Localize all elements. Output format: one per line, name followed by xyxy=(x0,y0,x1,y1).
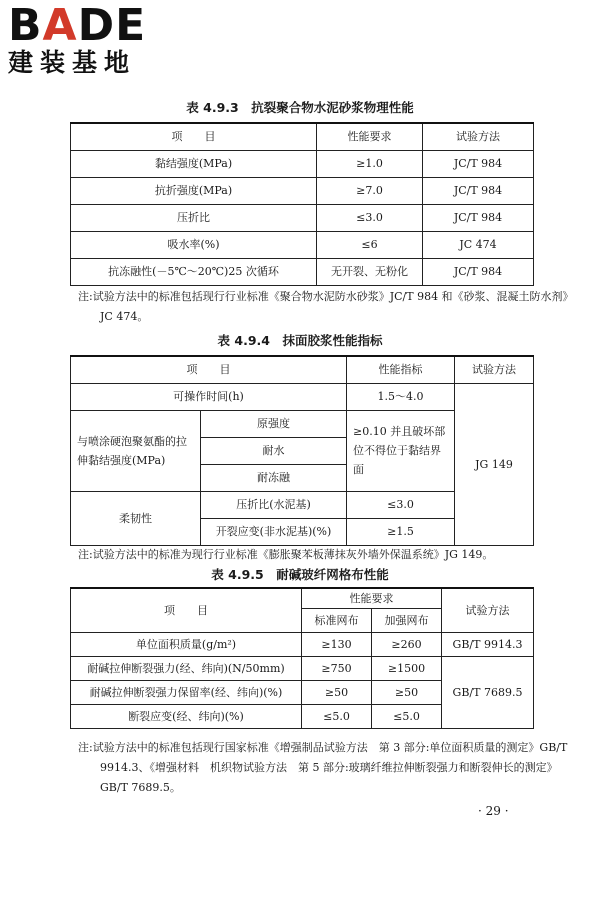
table3-cell: ≥1500 xyxy=(372,656,442,680)
table-row xyxy=(71,177,534,204)
table1-cell: 无开裂、无粉化 xyxy=(317,258,423,285)
table1-cell: 黏结强度(MPa) xyxy=(71,150,317,177)
table3 xyxy=(70,587,534,729)
table3-method-1: GB/T 9914.3 xyxy=(442,632,534,656)
table1-cell: 抗折强度(MPa) xyxy=(71,177,317,204)
logo-subtitle: 建装基地 xyxy=(8,48,137,77)
logo xyxy=(8,0,188,78)
table2-operable-time-label: 可操作时间(h) xyxy=(71,383,347,410)
table1-cell: JC 474 xyxy=(423,231,534,258)
table3-caption: 表 4.9.5 耐碱玻纤网格布性能 xyxy=(211,567,389,582)
table1-cell: JC/T 984 xyxy=(423,204,534,231)
table1-header-method: 试验方法 xyxy=(423,123,534,150)
table1-cell: JC/T 984 xyxy=(423,177,534,204)
table2-flex-value: ≥1.5 xyxy=(347,518,455,545)
table1-cell: ≤3.0 xyxy=(317,204,423,231)
table3-cell: 单位面积质量(g/m²) xyxy=(71,632,302,656)
table2-header-row xyxy=(71,356,534,383)
table1-header-req: 性能要求 xyxy=(317,123,423,150)
table-row xyxy=(71,383,534,410)
table1-cell: 吸水率(%) xyxy=(71,231,317,258)
table3-method-2: GB/T 7689.5 xyxy=(442,656,534,728)
table1-cell: ≤6 xyxy=(317,231,423,258)
table3-cell: ≥750 xyxy=(302,656,372,680)
table1-cell: JC/T 984 xyxy=(423,150,534,177)
table-row xyxy=(71,231,534,258)
table3-cell: 耐碱拉伸断裂强力(经、纬向)(N/50mm) xyxy=(71,656,302,680)
table3-note: 注:试验方法中的标准包括现行国家标准《增强制品试验方法 第 3 部分:单位面积质量的测定》GB/T 9914.3、《增强材料 机织物试验方法 第 5 部分:玻璃纤维拉伸断裂强力和断裂伸长的测定》GB/T 7689.5。 xyxy=(78,741,568,794)
logo-wordmark: BADE xyxy=(8,0,147,51)
table2-header-item: 项 目 xyxy=(71,356,347,383)
table2-header-req: 性能指标 xyxy=(347,356,455,383)
table2-flex-group: 柔韧性 xyxy=(71,491,201,545)
table2-tensile-group: 与喷涂硬泡聚氨酯的拉伸黏结强度(MPa) xyxy=(71,410,201,491)
table1-note: 注:试验方法中的标准包括现行行业标准《聚合物水泥防水砂浆》JC/T 984 和《砂浆、混凝土防水剂》JC 474。 xyxy=(78,290,569,323)
table2-caption: 表 4.9.4 抹面胶浆性能指标 xyxy=(217,333,383,348)
table1-cell: 压折比 xyxy=(71,204,317,231)
table2-tensile-item: 原强度 xyxy=(201,410,347,437)
table3-header-method: 试验方法 xyxy=(442,588,534,632)
table1-caption: 表 4.9.3 抗裂聚合物水泥砂浆物理性能 xyxy=(186,100,414,115)
table2-tensile-item: 耐水 xyxy=(201,437,347,464)
table2-flex-value: ≤3.0 xyxy=(347,491,455,518)
table3-cell: ≥50 xyxy=(302,680,372,704)
table3-cell: ≥130 xyxy=(302,632,372,656)
table1-header-item: 项 目 xyxy=(71,123,317,150)
table-row xyxy=(71,258,534,285)
table1-cell: ≥7.0 xyxy=(317,177,423,204)
table2-note: 注:试验方法中的标准为现行行业标准《膨胀聚苯板薄抹灰外墙外保温系统》JG 149。 xyxy=(78,548,494,561)
table1 xyxy=(70,122,534,286)
page-number: · 29 · xyxy=(478,804,509,818)
table3-header-standard: 标准网布 xyxy=(302,608,372,632)
table3-header-row xyxy=(71,588,534,608)
table-row xyxy=(71,204,534,231)
table-row xyxy=(71,656,534,680)
table3-cell: ≥50 xyxy=(372,680,442,704)
table2-tensile-value: ≥0.10 并且破坏部位不得位于黏结界面 xyxy=(347,410,455,491)
table1-cell: JC/T 984 xyxy=(423,258,534,285)
table2-flex-item: 压折比(水泥基) xyxy=(201,491,347,518)
table3-header-reinforced: 加强网布 xyxy=(372,608,442,632)
table2-tensile-item: 耐冻融 xyxy=(201,464,347,491)
table-row xyxy=(71,632,534,656)
table3-cell: 耐碱拉伸断裂强力保留率(经、纬向)(%) xyxy=(71,680,302,704)
table2-flex-item: 开裂应变(非水泥基)(%) xyxy=(201,518,347,545)
table2-operable-time-value: 1.5～4.0 xyxy=(347,383,455,410)
table1-cell: ≥1.0 xyxy=(317,150,423,177)
table2-method: JG 149 xyxy=(455,383,534,545)
table3-cell: ≤5.0 xyxy=(372,704,442,728)
table3-header-item: 项 目 xyxy=(71,588,302,632)
table-row xyxy=(71,150,534,177)
table2 xyxy=(70,355,534,546)
table2-header-method: 试验方法 xyxy=(455,356,534,383)
table1-header-row xyxy=(71,123,534,150)
table3-header-req: 性能要求 xyxy=(302,588,442,608)
table3-cell: ≥260 xyxy=(372,632,442,656)
table3-cell: 断裂应变(经、纬向)(%) xyxy=(71,704,302,728)
table1-cell: 抗冻融性(－5℃～20℃)25 次循环 xyxy=(71,258,317,285)
table3-cell: ≤5.0 xyxy=(302,704,372,728)
